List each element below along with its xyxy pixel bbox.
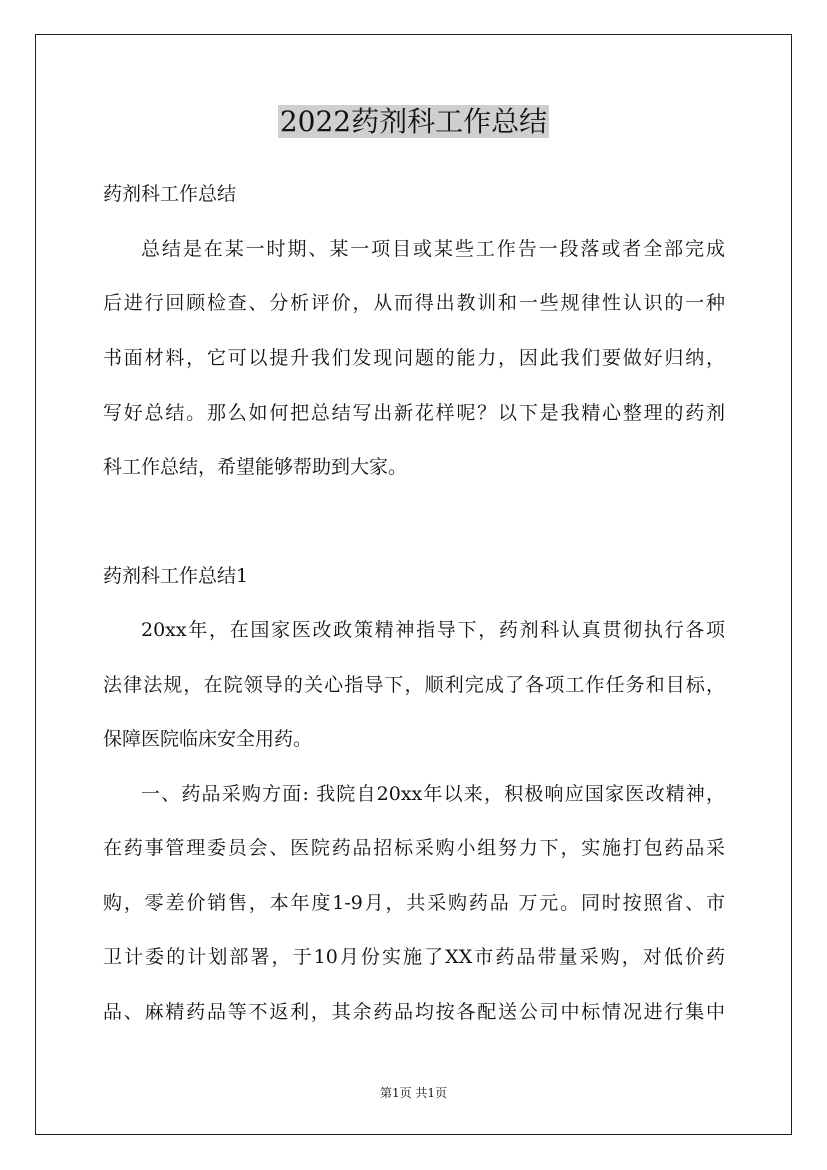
paragraph-line: 总结是在某一时期、某一项目或某些工作告一段落或者全部完成 xyxy=(141,238,725,260)
section-heading: 药剂科工作总结1 xyxy=(103,565,249,587)
paragraph-line: 科工作总结，希望能够帮助到大家。 xyxy=(103,456,408,478)
section-heading: 药剂科工作总结 xyxy=(103,183,237,205)
paragraph-line: 在药事管理委员会、医院药品招标采购小组努力下，实施打包药品采 xyxy=(103,837,725,859)
paragraph-line: 书面材料，它可以提升我们发现问题的能力，因此我们要做好归纳， xyxy=(103,347,725,369)
document-title: 2022药剂科工作总结 xyxy=(279,105,548,138)
paragraph-line: 一、药品采购方面: 我院自20xx年以来，积极响应国家医改精神， xyxy=(141,783,725,805)
paragraph-line: 卫计委的计划部署，于10月份实施了XX市药品带量采购，对低价药 xyxy=(103,946,725,968)
paragraph-line: 保障医院临床安全用药。 xyxy=(103,728,313,750)
paragraph-line: 法律法规，在院领导的关心指导下，顺利完成了各项工作任务和目标， xyxy=(103,674,725,696)
paragraph-line: 品、麻精药品等不返利，其余药品均按各配送公司中标情况进行集中 xyxy=(103,1001,725,1023)
paragraph-line: 购，零差价销售，本年度1-9月，共采购药品 万元。同时按照省、市 xyxy=(103,892,725,914)
paragraph-line: 20xx年，在国家医改政策精神指导下，药剂科认真贯彻执行各项 xyxy=(141,619,725,641)
page-number-footer: 第1页 共1页 xyxy=(379,1086,448,1100)
paragraph-line: 后进行回顾检查、分析评价，从而得出教训和一些规律性认识的一种 xyxy=(103,292,725,314)
paragraph-line: 写好总结。那么如何把总结写出新花样呢？以下是我精心整理的药剂 xyxy=(103,402,725,424)
